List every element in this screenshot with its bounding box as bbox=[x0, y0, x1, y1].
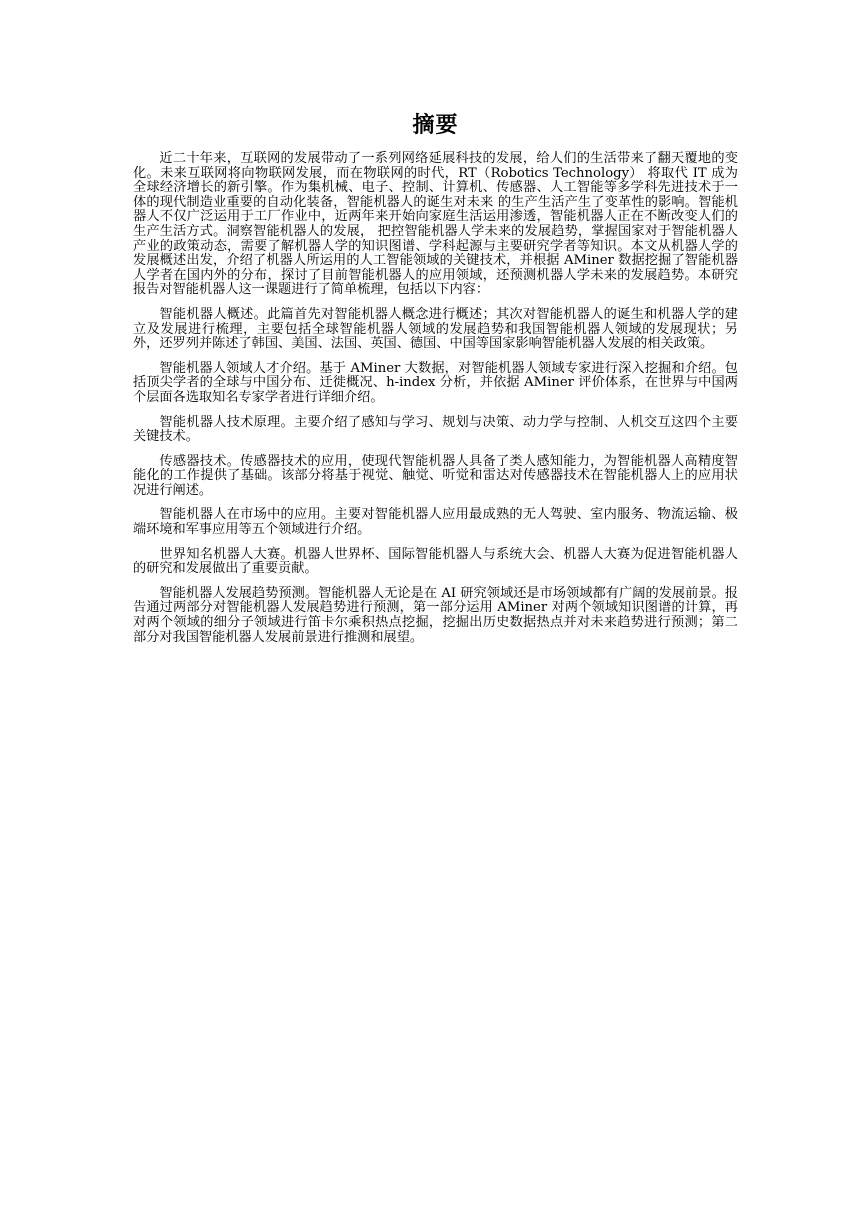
overview-paragraph: 智能机器人概述。此篇首先对智能机器人概念进行概述；其次对智能机器人的诞生和机器人学的建立及发展进行梳理，主要包括全球智能机器人领域的发展趋势和我国智能机器人领域的发展现状；另外，还罗列并陈述了韩国、美国、法国、英国、德国、中国等国家影响智能机器人发展的相关政策。 bbox=[133, 306, 738, 352]
technology-paragraph: 智能机器人技术原理。主要介绍了感知与学习、规划与决策、动力学与控制、人机交互这四个主要关键技术。 bbox=[133, 414, 738, 445]
market-application-paragraph: 智能机器人在市场中的应用。主要对智能机器人应用最成熟的无人驾驶、室内服务、物流运输、极端环境和军事应用等五个领域进行介绍。 bbox=[133, 507, 738, 538]
sensor-paragraph: 传感器技术。传感器技术的应用，使现代智能机器人具备了类人感知能力，为智能机器人高精度智能化的工作提供了基础。该部分将基于视觉、触觉、听觉和雷达对传感器技术在智能机器人上的应用状况进行阐述。 bbox=[133, 453, 738, 498]
intro-paragraph: 近二十年来，互联网的发展带动了一系列网络延展科技的发展，给人们的生活带来了翻天覆地的变化。未来互联网将向物联网发展，而在物联网的时代，RT（Robotics Technology） 将取代 IT 成为全球经济增长的新引擎。作为集机械、电子、控制、计算机、传感器、人工智能等多学科先进技术于一体的现代制造业重要的自动化装备，智能机器人的诞生对未来 的生产生活产生了变革性的影响。智能机器人不仅广泛运用于工厂作业中，近两年来开始向家庭生活运用渗透，智能机器人正在不断改变人们的生产生活方式。洞察智能机器人的发展， 把控智能机器人学未来的发展趋势，掌握国家对于智能机器人产业的政策动态，需要了解机器人学的知识图谱、学科起源与主要研究学者等知识。本文从机器人学的发展概述出发，介绍了机器人所运用的人工智能领域的关键技术，并根据 AMiner 数据挖掘了智能机器人学者在国内外的分布，探讨了目前智能机器人的应用领域，还预测机器人学未来的发展趋势。本研究报告对智能机器人这一课题进行了简单梳理，包括以下内容： bbox=[133, 151, 738, 298]
trend-paragraph: 智能机器人发展趋势预测。智能机器人无论是在 AI 研究领域还是市场领域都有广阔的发展前景。报告通过两部分对智能机器人发展趋势进行预测，第一部分运用 AMiner 对两个领域知识图谱的计算，再对两个领域的细分子领域进行笛卡尔乘积热点挖掘，挖掘出历史数据热点并对未来趋势进行预测；第二部分对我国智能机器人发展前景进行推测和展望。 bbox=[133, 585, 738, 645]
page-title: 摘要 bbox=[412, 112, 459, 138]
competition-paragraph: 世界知名机器人大赛。机器人世界杯、国际智能机器人与系统大会、机器人大赛为促进智能机器人的研究和发展做出了重要贡献。 bbox=[133, 546, 738, 577]
talent-paragraph: 智能机器人领域人才介绍。基于 AMiner 大数据，对智能机器人领域专家进行深入挖掘和介绍。包括顶尖学者的全球与中国分布、迁徙概况、h-index 分析，并依据 AMiner 评价体系，在世界与中国两个层面各选取知名专家学者进行详细介绍。 bbox=[133, 360, 738, 405]
document-page bbox=[133, 108, 738, 655]
